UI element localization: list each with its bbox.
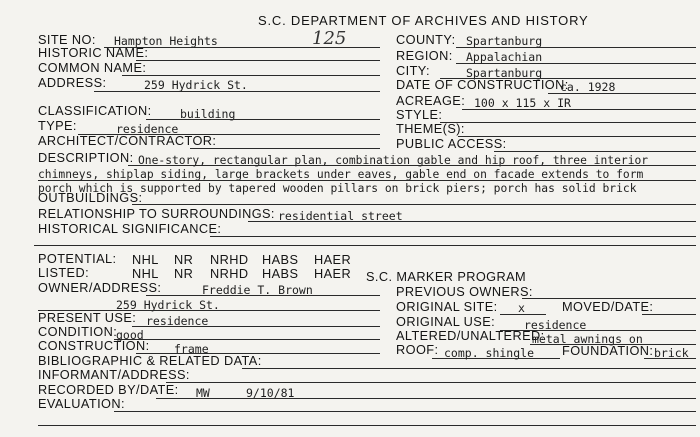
recorded-by-value: MW bbox=[196, 386, 210, 400]
architect-label: ARCHITECT/CONTRACTOR: bbox=[38, 134, 217, 148]
theme-label: THEME(S): bbox=[396, 122, 465, 136]
section-divider bbox=[34, 245, 696, 246]
acreage-label: ACREAGE: bbox=[396, 94, 466, 108]
recorded-by-line bbox=[156, 398, 696, 399]
owner-label: OWNER/ADDRESS: bbox=[38, 281, 162, 295]
original-site-label: ORIGINAL SITE: bbox=[396, 300, 498, 314]
classification-label: CLASSIFICATION: bbox=[38, 104, 152, 118]
site-no-label: SITE NO: bbox=[38, 33, 96, 47]
classification-line bbox=[146, 119, 380, 120]
marker-program-label: S.C. MARKER PROGRAM bbox=[366, 270, 527, 284]
public-access-line bbox=[494, 151, 696, 152]
present-use-label: PRESENT USE: bbox=[38, 311, 137, 325]
original-use-label: ORIGINAL USE: bbox=[396, 315, 496, 329]
recorded-by-label: RECORDED BY/DATE: bbox=[38, 383, 179, 397]
potential-nr: NR bbox=[174, 253, 194, 267]
original-use-value: residence bbox=[524, 318, 587, 332]
relationship-line bbox=[248, 221, 696, 222]
common-name-line bbox=[122, 75, 380, 76]
roof-label: ROOF: bbox=[396, 343, 439, 357]
owner-address: 259 Hydrick St. bbox=[116, 298, 220, 312]
description-rule-1 bbox=[128, 165, 696, 166]
style-line bbox=[440, 122, 696, 123]
roof-value: comp. shingle bbox=[444, 346, 535, 360]
original-site-line bbox=[500, 314, 546, 315]
acreage-value: 100 x 115 x IR bbox=[474, 96, 571, 110]
construction-value: frame bbox=[174, 342, 209, 356]
owner-line bbox=[146, 295, 380, 296]
bibliographic-line bbox=[242, 368, 696, 369]
handwritten-number: 125 bbox=[312, 28, 347, 49]
classification-value: building bbox=[180, 107, 236, 121]
foundation-label: FOUNDATION: bbox=[562, 344, 654, 358]
description-rule-2 bbox=[38, 180, 696, 181]
relationship-label: RELATIONSHIP TO SURROUNDINGS: bbox=[38, 207, 275, 221]
relationship-value: residential street bbox=[278, 209, 403, 223]
public-access-label: PUBLIC ACCESS: bbox=[396, 137, 507, 151]
acreage-line bbox=[462, 109, 696, 110]
historic-name-label: HISTORIC NAME: bbox=[38, 46, 149, 60]
date-construction-value: ca. 1928 bbox=[560, 80, 616, 94]
listed-label: LISTED: bbox=[38, 266, 90, 280]
listed-habs: HABS bbox=[262, 267, 299, 281]
significance-label: HISTORICAL SIGNIFICANCE: bbox=[38, 222, 222, 236]
condition-label: CONDITION: bbox=[38, 325, 118, 339]
original-site-value: x bbox=[518, 301, 525, 315]
potential-habs: HABS bbox=[262, 253, 299, 267]
description-label: DESCRIPTION: bbox=[38, 151, 134, 165]
previous-owners-label: PREVIOUS OWNERS: bbox=[396, 285, 533, 299]
moved-date-line bbox=[642, 314, 696, 315]
description-line-3: porch which is supported by tapered wooden pillars on brick piers; porch has solid brick bbox=[38, 182, 637, 195]
owner-name: Freddie T. Brown bbox=[202, 283, 313, 297]
city-value: Spartanburg bbox=[466, 66, 543, 80]
county-value: Spartanburg bbox=[466, 34, 543, 48]
potential-label: POTENTIAL: bbox=[38, 252, 117, 266]
listed-haer: HAER bbox=[314, 267, 352, 281]
address-label: ADDRESS: bbox=[38, 76, 107, 90]
type-label: TYPE: bbox=[38, 119, 77, 133]
region-label: REGION: bbox=[396, 49, 453, 63]
common-name-label: COMMON NAME: bbox=[38, 61, 147, 75]
moved-date-label: MOVED/DATE: bbox=[562, 300, 654, 314]
foundation-line bbox=[644, 358, 696, 359]
date-construction-line bbox=[548, 93, 696, 94]
condition-line bbox=[114, 339, 380, 340]
description-line-2: chimneys, shiplap siding, large brackets under eaves, gable end on facade extends to form bbox=[38, 168, 644, 181]
recorded-date-value: 9/10/81 bbox=[246, 386, 295, 400]
potential-nrhd: NRHD bbox=[210, 253, 249, 267]
bibliographic-label: BIBLIOGRAPHIC & RELATED DATA: bbox=[38, 354, 262, 368]
region-line bbox=[456, 63, 696, 64]
present-use-value: residence bbox=[146, 314, 209, 328]
listed-nrhd: NRHD bbox=[210, 267, 249, 281]
evaluation-line bbox=[114, 411, 696, 412]
style-label: STYLE: bbox=[396, 108, 443, 122]
listed-nr: NR bbox=[174, 267, 194, 281]
informant-line bbox=[166, 382, 696, 383]
description-line-1: One-story, rectangular plan, combination gable and hip roof, three interior bbox=[138, 154, 649, 167]
present-use-line bbox=[132, 326, 380, 327]
informant-label: INFORMANT/ADDRESS: bbox=[38, 368, 190, 382]
potential-nhl: NHL bbox=[132, 253, 159, 267]
historic-name-line bbox=[136, 60, 380, 61]
region-value: Appalachian bbox=[466, 50, 543, 64]
previous-owners-line bbox=[522, 298, 696, 299]
architect-line bbox=[190, 148, 380, 149]
form-title: S.C. DEPARTMENT OF ARCHIVES AND HISTORY bbox=[258, 13, 589, 28]
condition-value: good bbox=[116, 328, 144, 342]
evaluation-line-2 bbox=[38, 425, 696, 426]
potential-haer: HAER bbox=[314, 253, 352, 267]
listed-nhl: NHL bbox=[132, 267, 159, 281]
construction-label: CONSTRUCTION: bbox=[38, 339, 150, 353]
evaluation-label: EVALUATION: bbox=[38, 397, 125, 411]
address-line bbox=[94, 91, 380, 92]
city-label: CITY: bbox=[396, 64, 430, 78]
county-line bbox=[456, 47, 696, 48]
type-value: residence bbox=[116, 122, 179, 136]
county-label: COUNTY: bbox=[396, 33, 456, 47]
altered-value: metal awnings on bbox=[532, 332, 643, 346]
site-no-value: Hampton Heights bbox=[114, 34, 218, 48]
altered-label: ALTERED/UNALTERED: bbox=[396, 329, 545, 343]
foundation-value: brick bbox=[654, 346, 689, 360]
date-construction-label: DATE OF CONSTRUCTION: bbox=[396, 78, 569, 92]
outbuildings-line bbox=[132, 204, 696, 205]
address-value: 259 Hydrick St. bbox=[144, 78, 248, 92]
significance-line bbox=[210, 236, 696, 237]
outbuildings-label: OUTBUILDINGS: bbox=[38, 191, 143, 205]
roof-line bbox=[432, 358, 560, 359]
